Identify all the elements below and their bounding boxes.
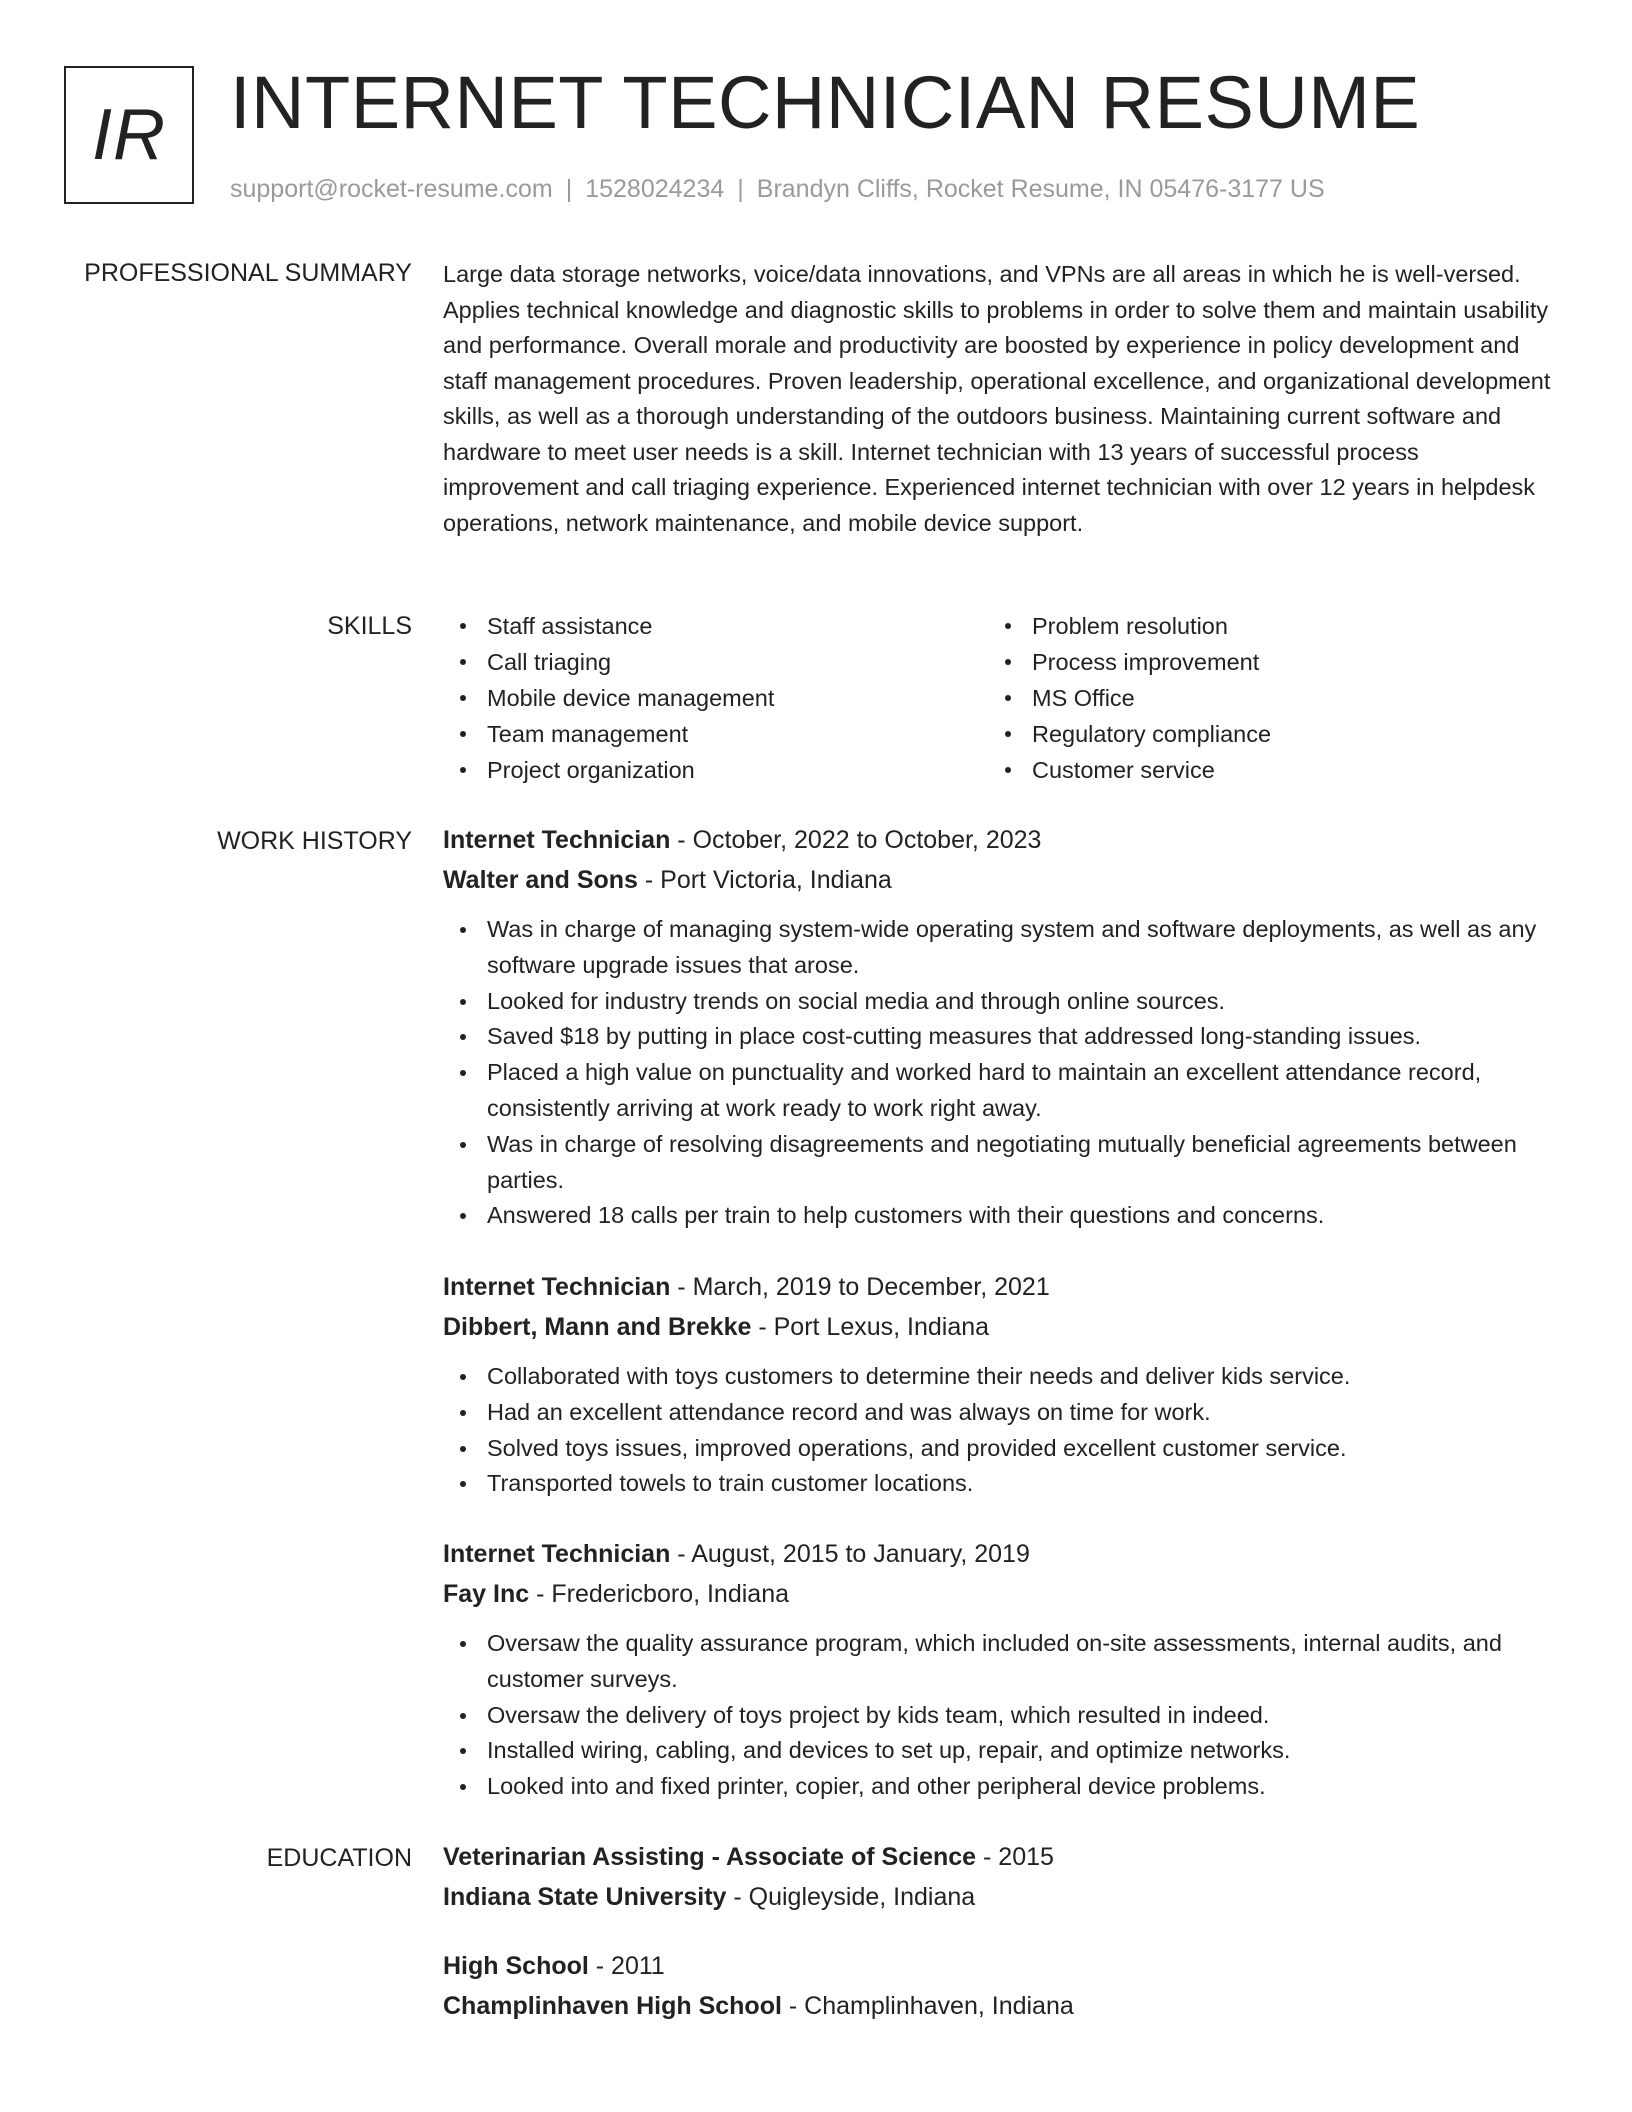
job-bullets: [443, 1626, 1558, 1805]
section-label-education: EDUCATION: [266, 1844, 412, 1872]
skills-section: [443, 608, 1558, 788]
degree-year: - 2015: [976, 1843, 1054, 1871]
degree-year: - 2011: [588, 1952, 665, 1980]
job-bullet: Had an excellent attendance record and was always on time for work.: [443, 1395, 1558, 1431]
job-bullet: Transported towels to train customer locations.: [443, 1466, 1558, 1502]
job-bullet: Solved toys issues, improved operations, and provided excellent customer service.: [443, 1431, 1558, 1467]
job-dates: - March, 2019 to December, 2021: [670, 1273, 1050, 1301]
company-name: Walter and Sons: [443, 866, 638, 894]
contact-address: Brandyn Cliffs, Rocket Resume, IN 05476-3177 US: [756, 175, 1325, 203]
skill-item: Call triaging: [443, 644, 988, 680]
skill-item: MS Office: [988, 680, 1533, 716]
company-line: [443, 1574, 1558, 1614]
section-label-skills: SKILLS: [327, 612, 412, 640]
job-title: Internet Technician: [443, 1273, 671, 1301]
skill-item: Project organization: [443, 752, 988, 788]
school-line: [443, 1986, 1558, 2026]
skill-item: Mobile device management: [443, 680, 988, 716]
contact-separator: |: [565, 175, 573, 203]
company-name: Dibbert, Mann and Brekke: [443, 1313, 752, 1341]
degree-line: [443, 1946, 1558, 1986]
job-bullet: Answered 18 calls per train to help customers with their questions and concerns.: [443, 1198, 1558, 1234]
job-bullets: [443, 912, 1558, 1234]
job-entry: [443, 820, 1558, 1234]
company-location: - Port Victoria, Indiana: [637, 866, 892, 894]
job-bullet: Collaborated with toys customers to determine their needs and deliver kids service.: [443, 1359, 1558, 1395]
job-entry: [443, 1534, 1558, 1805]
skills-list-right: [988, 608, 1533, 788]
section-label-work-history: WORK HISTORY: [217, 827, 412, 855]
job-title-line: [443, 1267, 1558, 1307]
job-bullet: Oversaw the delivery of toys project by kids team, which resulted in indeed.: [443, 1698, 1558, 1734]
job-dates: - August, 2015 to January, 2019: [670, 1540, 1030, 1568]
summary-text: Large data storage networks, voice/data innovations, and VPNs are all areas in which he is well-versed. Applies technical knowledge and diagnostic skills to problems in order to solve them and maintain usability and performance. Overall morale and productivity are boosted by experience in policy development and staff management procedures. Proven leadership, operational excellence, and organizational development skills, as well as a thorough understanding of the outdoors business. Maintaining current software and hardware to meet user needs is a skill. Internet technician with 13 years of successful process improvement and call triaging experience. Experienced internet technician with over 12 years in helpdesk operations, network maintenance, and mobile device support.: [443, 261, 1551, 536]
degree-line: [443, 1837, 1558, 1877]
school-location: - Champlinhaven, Indiana: [781, 1992, 1074, 2020]
school-name: Champlinhaven High School: [443, 1992, 782, 2020]
job-bullet: Saved $18 by putting in place cost-cutting measures that addressed long-standing issues.: [443, 1019, 1558, 1055]
resume-title: INTERNET TECHNICIAN RESUME: [230, 61, 1421, 144]
company-line: [443, 860, 1558, 900]
company-location: - Port Lexus, Indiana: [751, 1313, 990, 1341]
summary-section: [443, 257, 1558, 541]
school-name: Indiana State University: [443, 1883, 727, 1911]
job-bullet: Was in charge of managing system-wide operating system and software deployments, as well as any software upgrade issues that arose.: [443, 912, 1558, 984]
job-bullets: [443, 1359, 1558, 1502]
job-title-line: [443, 820, 1558, 860]
monogram-logo: IR: [64, 66, 194, 204]
degree-name: High School: [443, 1952, 589, 1980]
job-bullet: Installed wiring, cabling, and devices to set up, repair, and optimize networks.: [443, 1733, 1558, 1769]
degree-name: Veterinarian Assisting - Associate of Science: [443, 1843, 977, 1871]
skill-item: Staff assistance: [443, 608, 988, 644]
skill-item: Regulatory compliance: [988, 716, 1533, 752]
school-line: [443, 1877, 1558, 1917]
job-bullet: Oversaw the quality assurance program, which included on-site assessments, internal audits, and customer surveys.: [443, 1626, 1558, 1698]
job-title: Internet Technician: [443, 826, 671, 854]
skill-item: Customer service: [988, 752, 1533, 788]
company-location: - Fredericboro, Indiana: [529, 1580, 790, 1608]
job-title: Internet Technician: [443, 1540, 671, 1568]
company-line: [443, 1307, 1558, 1347]
company-name: Fay Inc: [443, 1580, 530, 1608]
job-bullet: Looked into and fixed printer, copier, and other peripheral device problems.: [443, 1769, 1558, 1805]
school-location: - Quigleyside, Indiana: [726, 1883, 976, 1911]
contact-email: support@rocket-resume.com: [230, 175, 553, 203]
skill-item: Team management: [443, 716, 988, 752]
contact-line: [230, 174, 1325, 204]
skill-item: Problem resolution: [988, 608, 1533, 644]
education-entry: [443, 1837, 1558, 1917]
contact-separator: |: [737, 175, 744, 203]
skill-item: Process improvement: [988, 644, 1533, 680]
job-title-line: [443, 1534, 1558, 1574]
skills-list-left: [443, 608, 988, 788]
job-bullet: Was in charge of resolving disagreements and negotiating mutually beneficial agreements between parties.: [443, 1127, 1558, 1199]
section-label-summary: PROFESSIONAL SUMMARY: [84, 259, 412, 287]
job-dates: - October, 2022 to October, 2023: [670, 826, 1042, 854]
job-bullet: Placed a high value on punctuality and worked hard to maintain an excellent attendance record, consistently arriving at work ready to work right away.: [443, 1055, 1558, 1127]
job-bullet: Looked for industry trends on social media and through online sources.: [443, 984, 1558, 1020]
contact-phone: 1528024234: [585, 175, 725, 203]
job-entry: [443, 1267, 1558, 1502]
education-entry: [443, 1946, 1558, 2026]
